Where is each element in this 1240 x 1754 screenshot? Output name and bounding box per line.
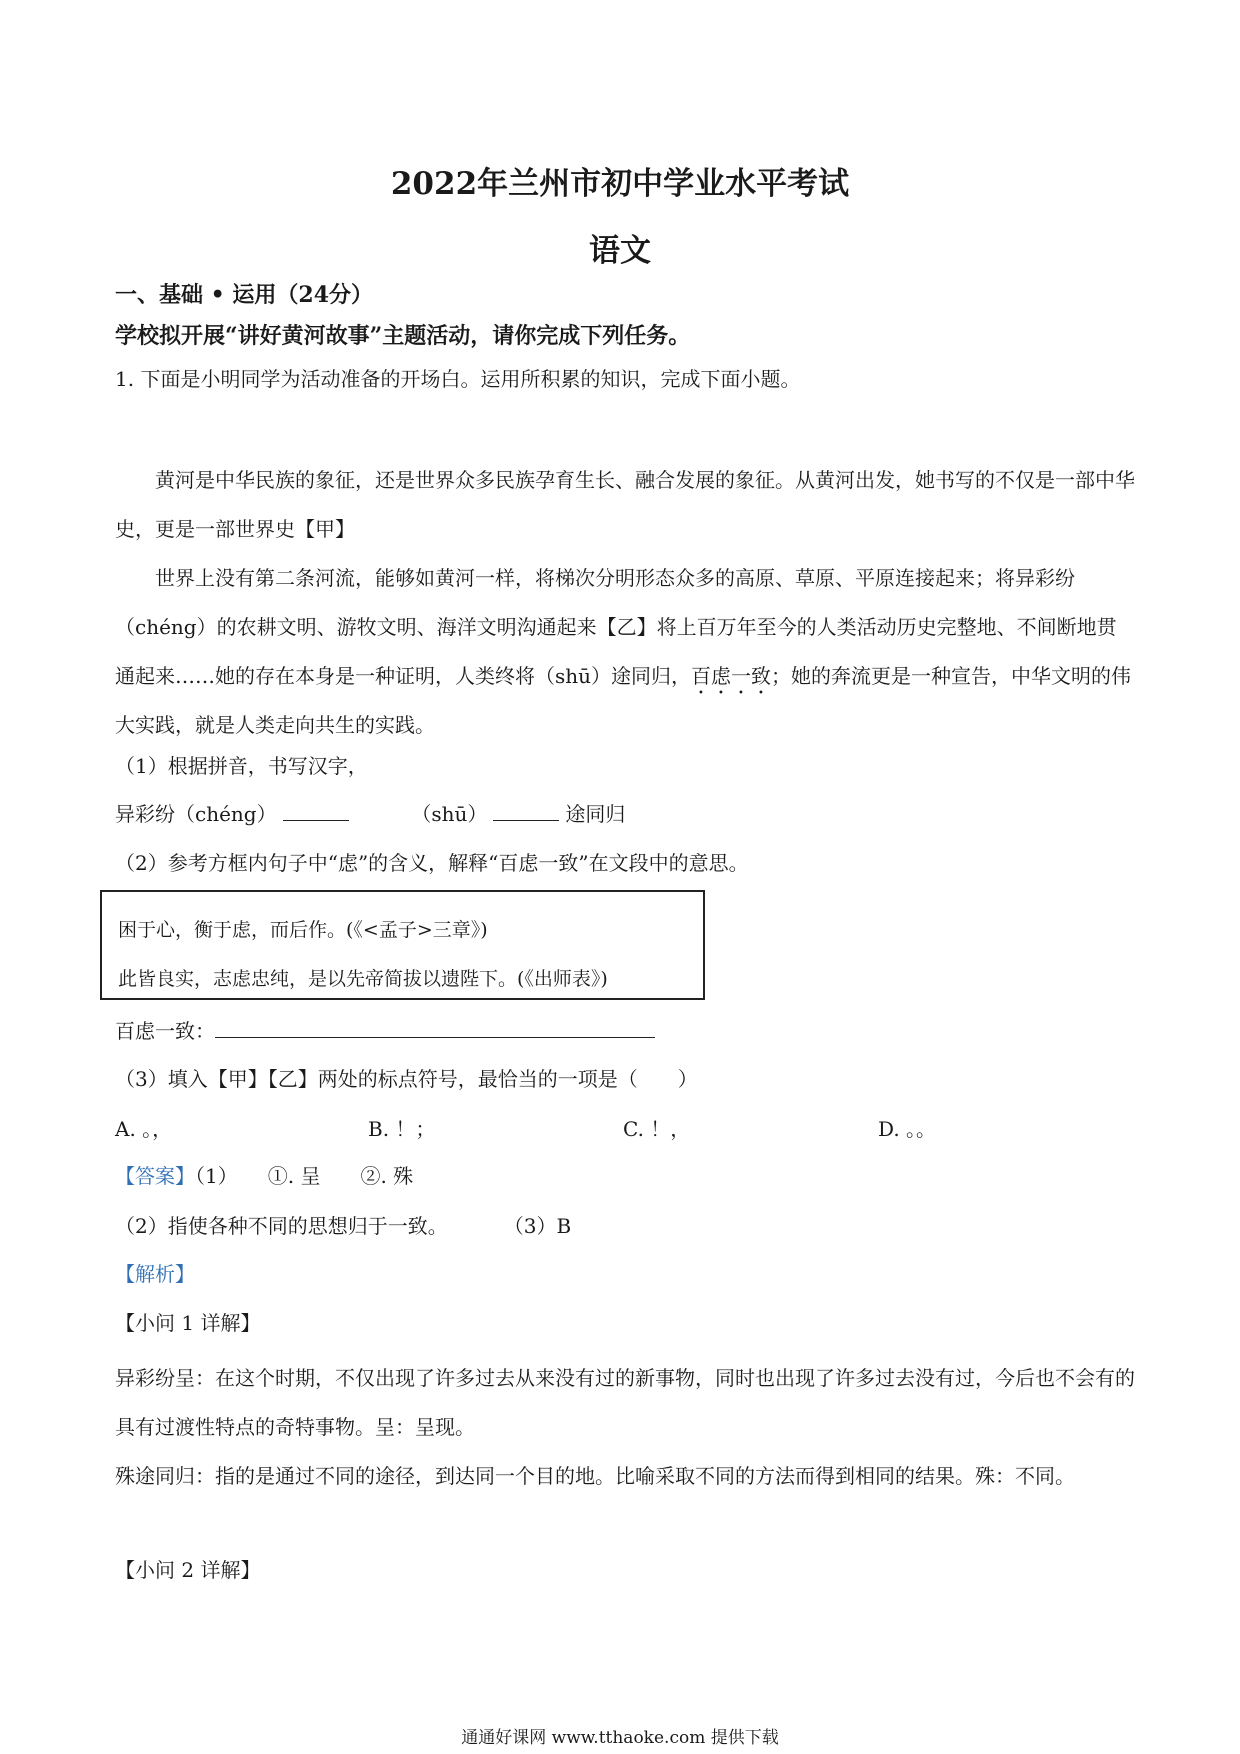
passage-paragraph-1: 黄河是中华民族的象征，还是世界众多民族孕育生长、融合发展的象征。从黄河出发，她书写的不仅是一部中华史，更是一部世界史【甲】	[115, 468, 1135, 541]
analysis-sub1-paragraph-2: 殊途同归：指的是通过不同的途径，到达同一个目的地。比喻采取不同的方法而得到相同的结果。殊：不同。	[115, 1464, 1075, 1488]
option-a[interactable]: A. 。，	[115, 1117, 173, 1141]
analysis-sub2-heading: 【小问 2 详解】	[115, 1558, 261, 1582]
reference-line-2: 此皆良实，志虑忠纯，是以先帝简拔以遗陛下。(《出师表》)	[118, 968, 608, 990]
exam-title: 2022年兰州市初中学业水平考试	[390, 166, 850, 202]
subquestion-2-answer-line	[115, 1015, 655, 1044]
section-heading: 一、基础 • 运用（24分）	[115, 282, 373, 308]
page-footer: 通通好课网 www.tthaoke.com 提供下载	[461, 1728, 779, 1748]
answer-blank-long[interactable]	[215, 1019, 655, 1038]
passage-paragraph-2-text: 世界上没有第二条河流，能够如黄河一样，将梯次分明形态众多的高原、草原、平原连接起来；将异彩纷（chéng）的农耕文明、游牧文明、海洋文明沟通起来【乙】将上百万年至今的人类活动历史完整地、不间断地贯通起来……她的存在本身是一种证明，人类终将（shū）途同归，	[115, 566, 1117, 688]
answer-line-1	[115, 1160, 413, 1189]
exam-subject: 语文	[589, 233, 651, 269]
answer-label: 【答案】	[115, 1164, 195, 1188]
subquestion-3-prompt: （3）填入【甲】【乙】两处的标点符号，最恰当的一项是（ ）	[115, 1067, 698, 1091]
pinyin-item-2-suffix: 途同归	[565, 802, 626, 826]
answer-label: 百虑一致：	[115, 1019, 215, 1043]
passage-paragraph-2	[115, 554, 1135, 750]
subquestion-2-prompt: （2）参考方框内句子中“虑”的含义，解释“百虑一致”在文段中的意思。	[115, 851, 749, 875]
option-c[interactable]: C. ！，	[623, 1117, 691, 1141]
reference-line-1: 困于心，衡于虑，而后作。(《<孟子>三章》)	[118, 919, 488, 941]
pinyin-item-1: 异彩纷（chéng）	[115, 802, 277, 826]
answer-text-1: （1） ①. 呈 ②. 殊	[195, 1164, 414, 1188]
analysis-sub1-heading: 【小问 1 详解】	[115, 1311, 261, 1335]
passage-paragraph-2-tail: ；她的奔流更是一种宣告，中华文明的伟大实践，就是人类走向共生的实践。	[115, 664, 1132, 737]
answer-blank-1[interactable]	[283, 802, 349, 821]
subquestion-1-prompt: （1）根据拼音，书写汉字，	[115, 754, 368, 778]
subquestion-1-items	[115, 798, 625, 827]
question-1-stem: 1. 下面是小明同学为活动准备的开场白。运用所积累的知识，完成下面小题。	[115, 367, 801, 391]
option-b[interactable]: B. ！；	[368, 1117, 436, 1141]
emphasized-phrase: 百虑一致	[691, 664, 772, 688]
section-intro: 学校拟开展“讲好黄河故事”主题活动，请你完成下列任务。	[115, 323, 691, 349]
reference-box	[100, 890, 705, 1000]
answer-blank-2[interactable]	[493, 802, 559, 821]
answer-text-2b: （3）B	[503, 1214, 572, 1238]
pinyin-item-2: （shū）	[411, 802, 488, 826]
analysis-sub1-paragraph-1: 异彩纷呈：在这个时期，不仅出现了许多过去从来没有过的新事物，同时也出现了许多过去没有过，今后也不会有的具有过渡性特点的奇特事物。呈：呈现。	[115, 1366, 1135, 1439]
answer-line-2	[115, 1210, 571, 1239]
analysis-label: 【解析】	[115, 1262, 195, 1286]
reading-passage	[115, 456, 1135, 750]
answer-text-2a: （2）指使各种不同的思想归于一致。	[115, 1214, 448, 1238]
option-d[interactable]: D. 。。	[878, 1117, 937, 1141]
